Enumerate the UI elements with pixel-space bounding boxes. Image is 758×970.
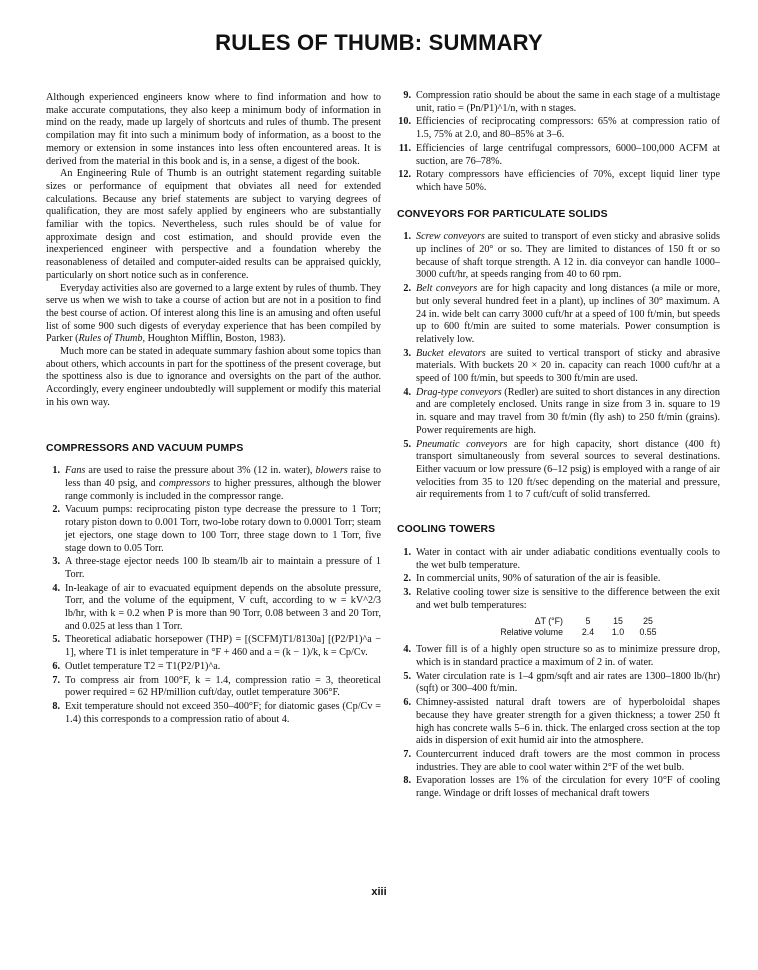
table-row — [485, 627, 720, 638]
intro-p3-text: Everyday activities also are governed to a large extent by rules of thumb. They serve us when we wish to take a course of action but are not in a position to find the best course of action. Of interest along this line is an amusing and often useful list of some 900 such digests of everyday experience that has been compiled by Parker ( — [46, 282, 381, 345]
item-text: Compression ratio should be about the same in each stage of a multistage unit, ratio = (Pn/P1)^1/n, with n stages. — [416, 90, 720, 114]
item-term: Drag-type conveyors — [416, 386, 502, 398]
item-number: 7. — [52, 674, 60, 686]
item-number: 1. — [403, 546, 411, 558]
list-item — [397, 587, 720, 612]
item-text: Tower fill is of a highly open structure so as to minimize pressure drop, which is in standard practice a maximum of 2 in. of water. — [416, 644, 720, 669]
page-number: xiii — [371, 886, 387, 898]
item-term: compressors — [158, 477, 211, 489]
list-item — [46, 504, 381, 555]
item-text: Rotary compressors have efficiencies of 70%, except liquid liner type which have 50%. — [416, 169, 720, 193]
list-item — [397, 143, 720, 168]
list-item — [46, 556, 381, 581]
list-item — [397, 573, 720, 586]
item-text — [416, 231, 720, 282]
item-text-part: (Redler) are suited to short distances in any direction and are completely enclosed. Units range in size from 3 in. square to 19 in. square and may travel from 30 ft/min (fly ash) to 250 ft/min (grains). Power requirements are high. — [416, 386, 720, 436]
item-text: To compress air from 100°F, k = 1.4, compression ratio = 3, theoretical power required = 62 HP/million cuft/day, outlet temperature 306°F. — [65, 674, 381, 699]
item-text: Relative cooling tower size is sensitive to the difference between the exit and wet bulb temperatures: — [416, 586, 720, 611]
item-text: In commercial units, 90% of saturation of the air is feasible. — [416, 573, 661, 585]
item-number: 3. — [403, 347, 411, 359]
item-term: Pneumatic conveyors — [416, 438, 508, 450]
table-row — [485, 616, 720, 627]
item-number: 10. — [398, 116, 411, 128]
item-number: 4. — [403, 644, 411, 656]
list-item — [46, 465, 381, 503]
item-number: 4. — [403, 386, 411, 398]
table-cell: 1.0 — [611, 627, 625, 638]
section-heading-cooling-towers: COOLING TOWERS — [397, 524, 496, 536]
intro-p3-book-title: Rules of Thumb, — [78, 333, 146, 345]
table-cell: 15 — [613, 616, 623, 627]
item-text-part: are suited to vertical transport of sticky and abrasive materials. With buckets 20 × 20 in. capacity can reach 1000 cuft/hr at a speed of 100 ft/min, but speeds to 300 ft/min are used. — [416, 347, 721, 385]
item-text — [416, 387, 720, 438]
intro-p3-text-end: Houghton Mifflin, Boston, 1983). — [145, 333, 286, 345]
item-text — [416, 439, 720, 503]
item-number: 5. — [52, 634, 60, 646]
item-text: Efficiencies of reciprocating compressors: 65% at compression ratio of 1.5, 75% at 2.0, and 80–85% at 3–6. — [416, 116, 720, 141]
list-item — [46, 634, 381, 659]
list-item — [397, 348, 720, 386]
item-text — [416, 283, 720, 347]
left-column — [46, 92, 381, 727]
item-number: 2. — [403, 573, 411, 585]
item-text: Chimney-assisted natural draft towers are of hyperboloidal shapes because they have greater strength for a given thickness; a tower 250 ft high has concrete walls 5–6 in. thick. The enlarged cross section at the top aids in dispersion of exit humid air into the atmosphere. — [416, 697, 720, 747]
item-text-part: are for high capacity and long distances (a mile or more, but only several hundred feet in a plant), up inclines of 30° maximum. A 24 in. wide belt can carry 3000 cuft/hr at a speed of 100 ft/min, but speeds up to 600 ft/min are suited to some materials. Power consumption is relatively low. — [416, 283, 720, 345]
item-text: A three-stage ejector needs 100 lb steam/lb air to maintain a pressure of 1 Torr. — [65, 556, 381, 580]
item-text-part: raise to less than 40 psig, and — [65, 465, 382, 489]
list-item — [397, 671, 720, 696]
intro-paragraph-1: Although experienced engineers know where to find information and how to make accurate computations, they also keep a minimum body of information in mind on the ready, made up largely of shortcuts and rules of thumb. The present compilation may fit into such a minimum body of information, as a boost to the memory or extension in some instances into less often encountered areas. It is derived from the material in this book and is, in a sense, a digest of the book. — [46, 92, 381, 167]
page-title: RULES OF THUMB: SUMMARY — [215, 30, 543, 55]
item-number: 6. — [52, 660, 60, 672]
list-item — [397, 169, 720, 194]
item-text: Water in contact with air under adiabatic conditions eventually cools to the wet bulb temperature. — [416, 546, 720, 571]
list-item — [46, 701, 381, 726]
item-number: 1. — [52, 465, 60, 477]
item-text-part: to higher pressures, although the blower range commonly is included in the compressor range. — [65, 477, 381, 502]
cooling-tower-size-table — [485, 616, 720, 638]
item-term: Fans — [65, 465, 86, 477]
item-text — [65, 465, 381, 503]
cooling-list — [397, 547, 720, 613]
item-text-part: are used to raise the pressure about 3% (12 in. water), — [85, 465, 316, 477]
table-cell: 25 — [643, 616, 653, 627]
item-number: 6. — [403, 697, 411, 709]
cooling-list-continued — [397, 644, 720, 800]
item-text: Vacuum pumps: reciprocating piston type decrease the pressure to 1 Torr; rotary piston down to 0.001 Torr, two-lobe rotary down to 0.0001 Torr; steam jet ejectors, one stage down to 100 Torr, three stage down to 1 Torr, five stage down to 0.05 Torr. — [65, 504, 381, 554]
item-number: 5. — [403, 670, 411, 682]
item-text-part: are for high capacity, short distance (400 ft) transport simultaneously from several sources to several destinations. Either vacuum or low pressure (6–12 psig) is employed with a range of air velocities from 35 to 120 ft/sec depending on the material and pressure, air requirements from 1 to 7 cuft/cuft of solid transferred. — [416, 438, 720, 501]
conveyors-list — [397, 231, 720, 502]
list-item — [397, 116, 720, 141]
compressors-list-continued — [397, 90, 720, 195]
item-number: 5. — [403, 438, 411, 450]
list-item — [46, 675, 381, 700]
list-item — [46, 583, 381, 634]
item-text: In-leakage of air to evacuated equipment depends on the absolute pressure, Torr, and the volume of the equipment, V cuft, according to w = kV^2/3 lb/hr, with k = 0.2 when P is more than 90 Torr, 0.08 between 3 and 20 Torr, and 0.025 at less than 1 Torr. — [65, 582, 381, 632]
item-number: 1. — [403, 231, 411, 243]
item-text: Countercurrent induced draft towers are the most common in process industries. They are able to cool water within 2°F of the wet bulb. — [416, 748, 720, 773]
item-number: 8. — [52, 700, 60, 712]
table-cell: 0.55 — [639, 627, 657, 638]
right-column — [397, 90, 720, 802]
list-item — [397, 283, 720, 347]
item-number: 7. — [403, 748, 411, 760]
list-item — [397, 749, 720, 774]
item-text: Exit temperature should not exceed 350–400°F; for diatomic gases (Cp/Cv = 1.4) this corresponds to a compression ratio of about 4. — [65, 700, 381, 725]
item-number: 3. — [52, 556, 60, 568]
item-number: 4. — [52, 582, 60, 594]
intro-paragraph-4: Much more can be stated in adequate summary fashion about some topics than about others, which accounts in part for the spottiness of the present coverage, but the spottiness also is due to ignorance and oversights on the part of the author. Accordingly, every engineer undoubtedly will supplement or modify this material in his own way. — [46, 346, 381, 408]
list-item — [397, 644, 720, 669]
compressors-list — [46, 465, 381, 726]
item-number: 11. — [398, 142, 411, 154]
item-term: Bucket elevators — [416, 347, 486, 359]
list-item — [397, 231, 720, 282]
item-number: 12. — [398, 169, 411, 181]
intro-paragraph-3 — [46, 283, 381, 347]
item-text: Outlet temperature T2 = T1(P2/P1)^a. — [65, 660, 221, 672]
item-number: 9. — [403, 90, 411, 101]
item-text — [416, 348, 720, 386]
table-cell: 2.4 — [581, 627, 595, 638]
list-item — [397, 439, 720, 503]
item-term: blowers — [315, 465, 348, 477]
item-text-part: are suited to transport of even sticky and abrasive solids up inclines of 20° or so. They are limited to distances of 150 ft or so because of shaft torque strength. A 12 in. dia conveyor can handle 1000–3000 cuft/hr, at speeds ranging from 40 to 60 rpm. — [416, 231, 720, 281]
table-row-label: ΔT (°F) — [534, 616, 563, 627]
item-text: Water circulation rate is 1–4 gpm/sqft and air rates are 1300–1800 lb/(hr)(sqft) or 300–400 ft/min. — [416, 670, 720, 695]
item-number: 2. — [52, 504, 60, 516]
list-item — [397, 90, 720, 115]
item-term: Belt conveyors — [416, 283, 478, 295]
table-cell: 5 — [585, 616, 591, 627]
item-number: 2. — [403, 283, 411, 295]
item-text: Efficiencies of large centrifugal compressors, 6000–100,000 ACFM at suction, are 76–78%. — [416, 142, 720, 167]
section-heading-conveyors: CONVEYORS FOR PARTICULATE SOLIDS — [397, 208, 608, 220]
list-item — [46, 661, 381, 674]
item-text: Theoretical adiabatic horsepower (THP) = [(SCFM)T1/8130a] [(P2/P1)^a − 1], where T1 is inlet temperature in °F + 460 and a = (k − 1)/k, k = Cp/Cv. — [65, 634, 381, 659]
section-heading-compressors: COMPRESSORS AND VACUUM PUMPS — [46, 442, 244, 454]
list-item — [397, 387, 720, 438]
item-number: 3. — [403, 586, 411, 598]
list-item — [397, 697, 720, 748]
table-row-label: Relative volume — [500, 627, 563, 638]
item-number: 8. — [403, 775, 411, 787]
item-text: Evaporation losses are 1% of the circulation for every 10°F of cooling range. Windage or drift losses of mechanical draft towers — [416, 775, 720, 800]
list-item — [397, 775, 720, 800]
list-item — [397, 547, 720, 572]
item-term: Screw conveyors — [416, 231, 485, 243]
intro-paragraph-2: An Engineering Rule of Thumb is an outright statement regarding suitable sizes or performance of equipment that obviates all need for extended calculations. Because any brief statements are subject to varying degrees of qualification, they are most safely applied by engineers who are substantially familiar with the topics. Nevertheless, such rules should be of value for approximate design and cost estimation, and should provide even the inexperienced engineer with perspective and a foundation whereby the reasonableness of detailed and computer-aided results can be appraised quickly, particularly on short notice such as in conference. — [46, 168, 381, 281]
